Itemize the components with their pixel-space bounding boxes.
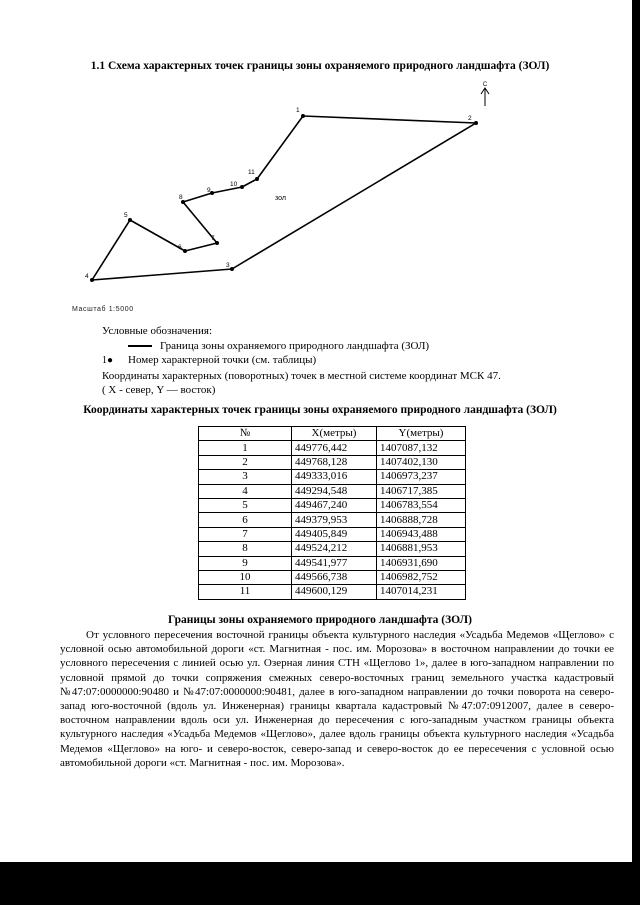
cell-x: 449467,240 [292,498,377,512]
point-9-label: 9 [207,187,211,194]
legend-heading: Условные обозначения: [102,325,213,337]
table-row [199,484,466,498]
point-7-marker [215,241,219,245]
table-row [199,570,466,584]
table-row [199,470,466,484]
boundary-description: От условного пересечения восточной границы объекта культурного наследия «Усадьба Медемов «Щеглово» с условной осью автомобильной дороги «ст. Магнитная - пос. им. Морозова» в восточном направлении до точки ее условного пересечения с линией осью ул. Озерная линия СТН «Щеглово 1», далее в юго-западном направлении по условной прямой до точки сопряжения смежных северо-восточных границ земельного участка кадастровый №47:07:0000000:90480 и №47:07:0000000:90481, далее в юго-западном направлении до точки поворота на северо-запад юго-восточной (вдоль ул. Инженерная) границы квартала кадастровый №47:07:0912007, далее в северо-восточном направлении вдоль оси ул. Инженерная до пересечения с юго-западным участком границы объекта культурного наследия «Усадьба Медемов «Щеглово», далее вдоль границы объекта культурного наследия «Усадьба Медемов «Щеглово» на юго- и северо-восток, северо-запад и северо-восток до ее пересечения с условной осью автомобильной дороги «ст. Магнитная - пос. им. Морозова». [60,629,614,769]
cell-x: 449333,016 [292,470,377,484]
point-mark-icon: 1● [102,355,114,366]
cell-number: 6 [199,513,292,527]
cell-y: 1407014,231 [377,585,466,599]
point-5-marker [128,218,132,222]
coordinates-table [198,426,466,600]
scheme-title: 1.1 Схема характерных точек границы зоны охраняемого природного ландшафта (ЗОЛ) [90,60,550,72]
table-header-row [199,427,466,441]
cell-y: 1406783,554 [377,498,466,512]
cell-x: 449405,849 [292,527,377,541]
cell-x: 449600,129 [292,585,377,599]
point-3-marker [230,267,234,271]
cell-x: 449776,442 [292,441,377,455]
header-x: X(метры) [292,427,377,441]
cell-number: 2 [199,455,292,469]
point-6-label: 6 [178,244,182,251]
point-2-label: 2 [468,115,472,122]
cell-number: 4 [199,484,292,498]
point-11-label: 11 [248,169,255,176]
point-8-label: 8 [179,194,183,201]
header-y: Y(метры) [377,427,466,441]
cell-number: 10 [199,570,292,584]
table-row [199,513,466,527]
header-number: № [199,427,292,441]
table-row [199,455,466,469]
legend [102,324,501,398]
table-row [199,585,466,599]
legend-boundary-row [102,339,501,354]
point-4-label: 4 [85,273,89,280]
legend-point-row [102,353,501,369]
cell-y: 1406943,488 [377,527,466,541]
cell-number: 5 [199,498,292,512]
point-4-marker [90,278,94,282]
cell-x: 449541,977 [292,556,377,570]
cell-y: 1407402,130 [377,455,466,469]
cell-number: 8 [199,542,292,556]
table-row [199,441,466,455]
legend-coords-note: Координаты характерных (поворотных) точек в местной системе координат МСК 47. [102,369,501,382]
cell-x: 449294,548 [292,484,377,498]
right-border [632,0,640,905]
cell-y: 1406973,237 [377,470,466,484]
boundary-title: Границы зоны охраняемого природного ландшафта (ЗОЛ) [168,614,472,626]
table-row [199,527,466,541]
table-row [199,542,466,556]
cell-y: 1407087,132 [377,441,466,455]
bottom-scan-band [0,862,640,905]
cell-y: 1406717,385 [377,484,466,498]
zone-label: зол [275,195,286,202]
cell-number: 1 [199,441,292,455]
point-3-label: 3 [226,262,230,269]
point-6-marker [183,249,187,253]
cell-number: 9 [199,556,292,570]
legend-boundary-text: Граница зоны охраняемого природного ландшафта (ЗОЛ) [160,339,430,352]
boundary-line-swatch [128,345,152,347]
cell-y: 1406982,752 [377,570,466,584]
point-1-marker [301,114,305,118]
point-2-marker [474,121,478,125]
cell-number: 11 [199,585,292,599]
cell-y: 1406931,690 [377,556,466,570]
point-1-label: 1 [296,107,300,114]
cell-y: 1406888,728 [377,513,466,527]
point-10-label: 10 [230,181,238,188]
cell-x: 449524,212 [292,542,377,556]
point-7-label: 7 [211,235,215,242]
cell-x: 449566,738 [292,570,377,584]
point-11-marker [255,177,259,181]
north-label: С [482,82,488,88]
cell-x: 449379,953 [292,513,377,527]
scale-text: Масштаб 1:5000 [72,306,134,313]
point-5-label: 5 [124,212,128,219]
table-row [199,556,466,570]
cell-number: 7 [199,527,292,541]
point-10-marker [240,185,244,189]
cell-y: 1406881,953 [377,542,466,556]
table-title: Координаты характерных точек границы зоны охраняемого природного ландшафта (ЗОЛ) [83,404,557,416]
cell-number: 3 [199,470,292,484]
legend-point-text: Номер характерной точки (см. таблицы) [128,354,317,366]
legend-axes-note: ( X - север, Y — восток) [102,384,216,396]
table-row [199,498,466,512]
boundary-scheme [60,98,500,298]
cell-x: 449768,128 [292,455,377,469]
